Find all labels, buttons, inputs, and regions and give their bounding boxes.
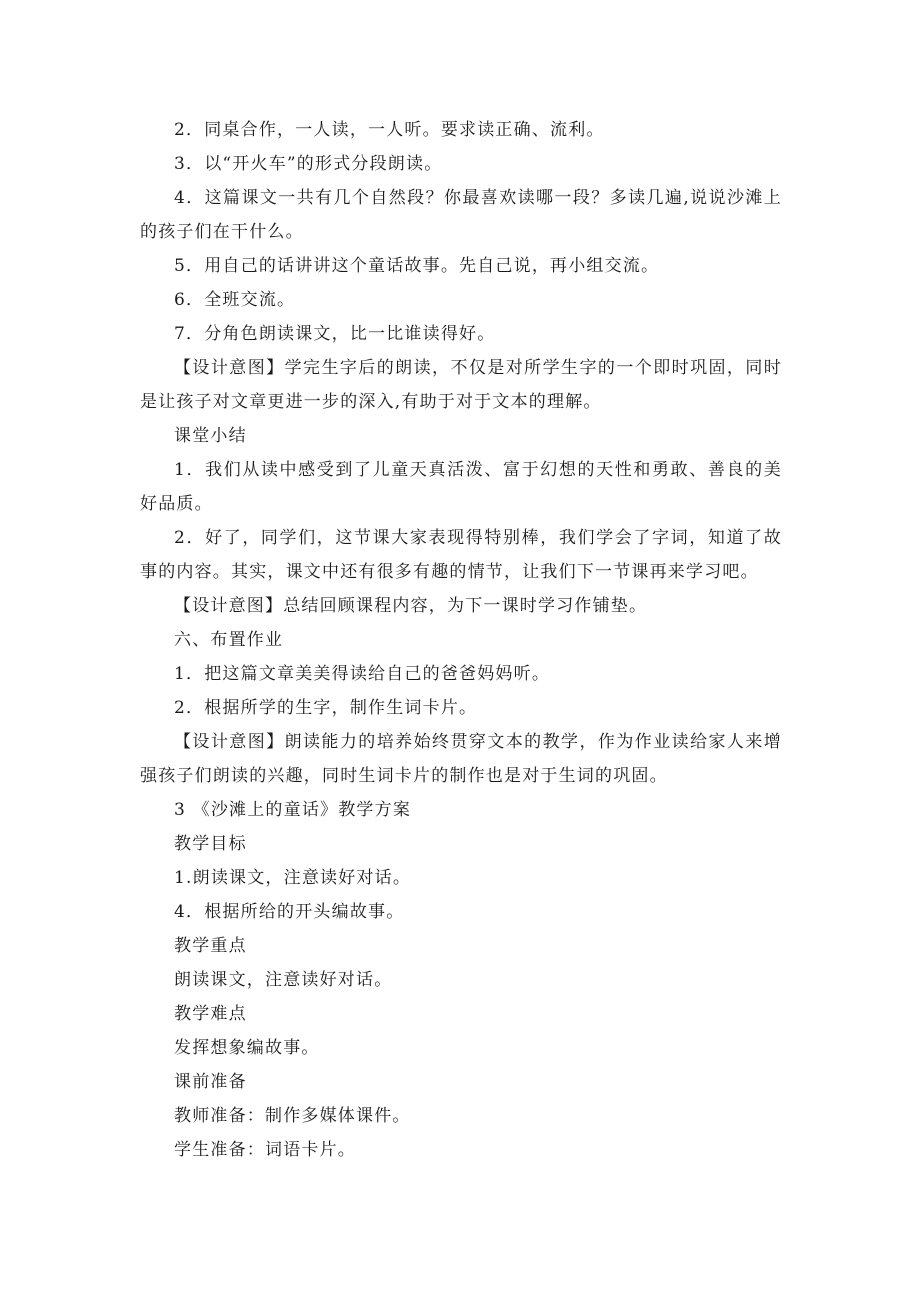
list-item-train-reading: 3．以“开火车”的形式分段朗读。	[174, 154, 443, 174]
section-heading-difficulties: 教学难点	[174, 1004, 247, 1024]
list-item-objective-4: 4．根据所给的开头编故事。	[174, 902, 405, 922]
lesson-plan-title: 3 《沙滩上的童话》教学方案	[174, 800, 412, 820]
difficulty-text: 发挥想象编故事。	[174, 1038, 320, 1058]
section-heading-key-points: 教学重点	[174, 936, 247, 956]
key-point-text: 朗读课文，注意读好对话。	[174, 970, 393, 990]
section-heading-homework: 六、布置作业	[174, 630, 284, 650]
list-item-homework-2: 2．根据所学的生字，制作生词卡片。	[174, 698, 478, 718]
list-item-summary-1: 1．我们从读中感受到了儿童天真活泼、富于幻想的天性和勇敢、善良的美好品质。	[140, 460, 782, 514]
list-item-role-reading: 7．分角色朗读课文，比一比谁读得好。	[174, 324, 496, 344]
list-item-homework-1: 1．把这篇文章美美得读给自己的爸爸妈妈听。	[174, 664, 551, 684]
design-intent-summary: 【设计意图】总结回顾课程内容，为下一课时学习作铺垫。	[174, 596, 648, 616]
list-item-retell-story: 5．用自己的话讲讲这个童话故事。先自己说，再小组交流。	[174, 256, 660, 276]
list-item-paragraph-count: 4．这篇课文一共有几个自然段？你最喜欢读哪一段？多读几遍,说说沙滩上的孩子们在干什么。	[140, 188, 782, 242]
list-item-objective-1: 1.朗读课文，注意读好对话。	[174, 868, 412, 888]
list-item-read-in-pairs: 2．同桌合作，一人读，一人听。要求读正确、流利。	[174, 120, 605, 140]
design-intent-reading: 【设计意图】学完生字后的朗读，不仅是对所学生字的一个即时巩固，同时是让孩子对文章更进一步的深入,有助于对于文本的理解。	[140, 358, 782, 412]
student-preparation: 学生准备：词语卡片。	[174, 1140, 356, 1160]
document-body	[140, 113, 782, 1167]
section-heading-summary: 课堂小结	[174, 426, 247, 446]
teacher-preparation: 教师准备：制作多媒体课件。	[174, 1106, 411, 1126]
list-item-summary-2: 2．好了，同学们，这节课大家表现得特别棒，我们学会了字词，知道了故事的内容。其实，课文中还有很多有趣的情节，让我们下一节课再来学习吧。	[140, 528, 782, 582]
section-heading-preparation: 课前准备	[174, 1072, 247, 1092]
section-heading-objectives: 教学目标	[174, 834, 247, 854]
list-item-class-exchange: 6．全班交流。	[174, 290, 296, 310]
design-intent-homework: 【设计意图】朗读能力的培养始终贯穿文本的教学，作为作业读给家人来增强孩子们朗读的兴趣，同时生词卡片的制作也是对于生词的巩固。	[140, 732, 782, 786]
